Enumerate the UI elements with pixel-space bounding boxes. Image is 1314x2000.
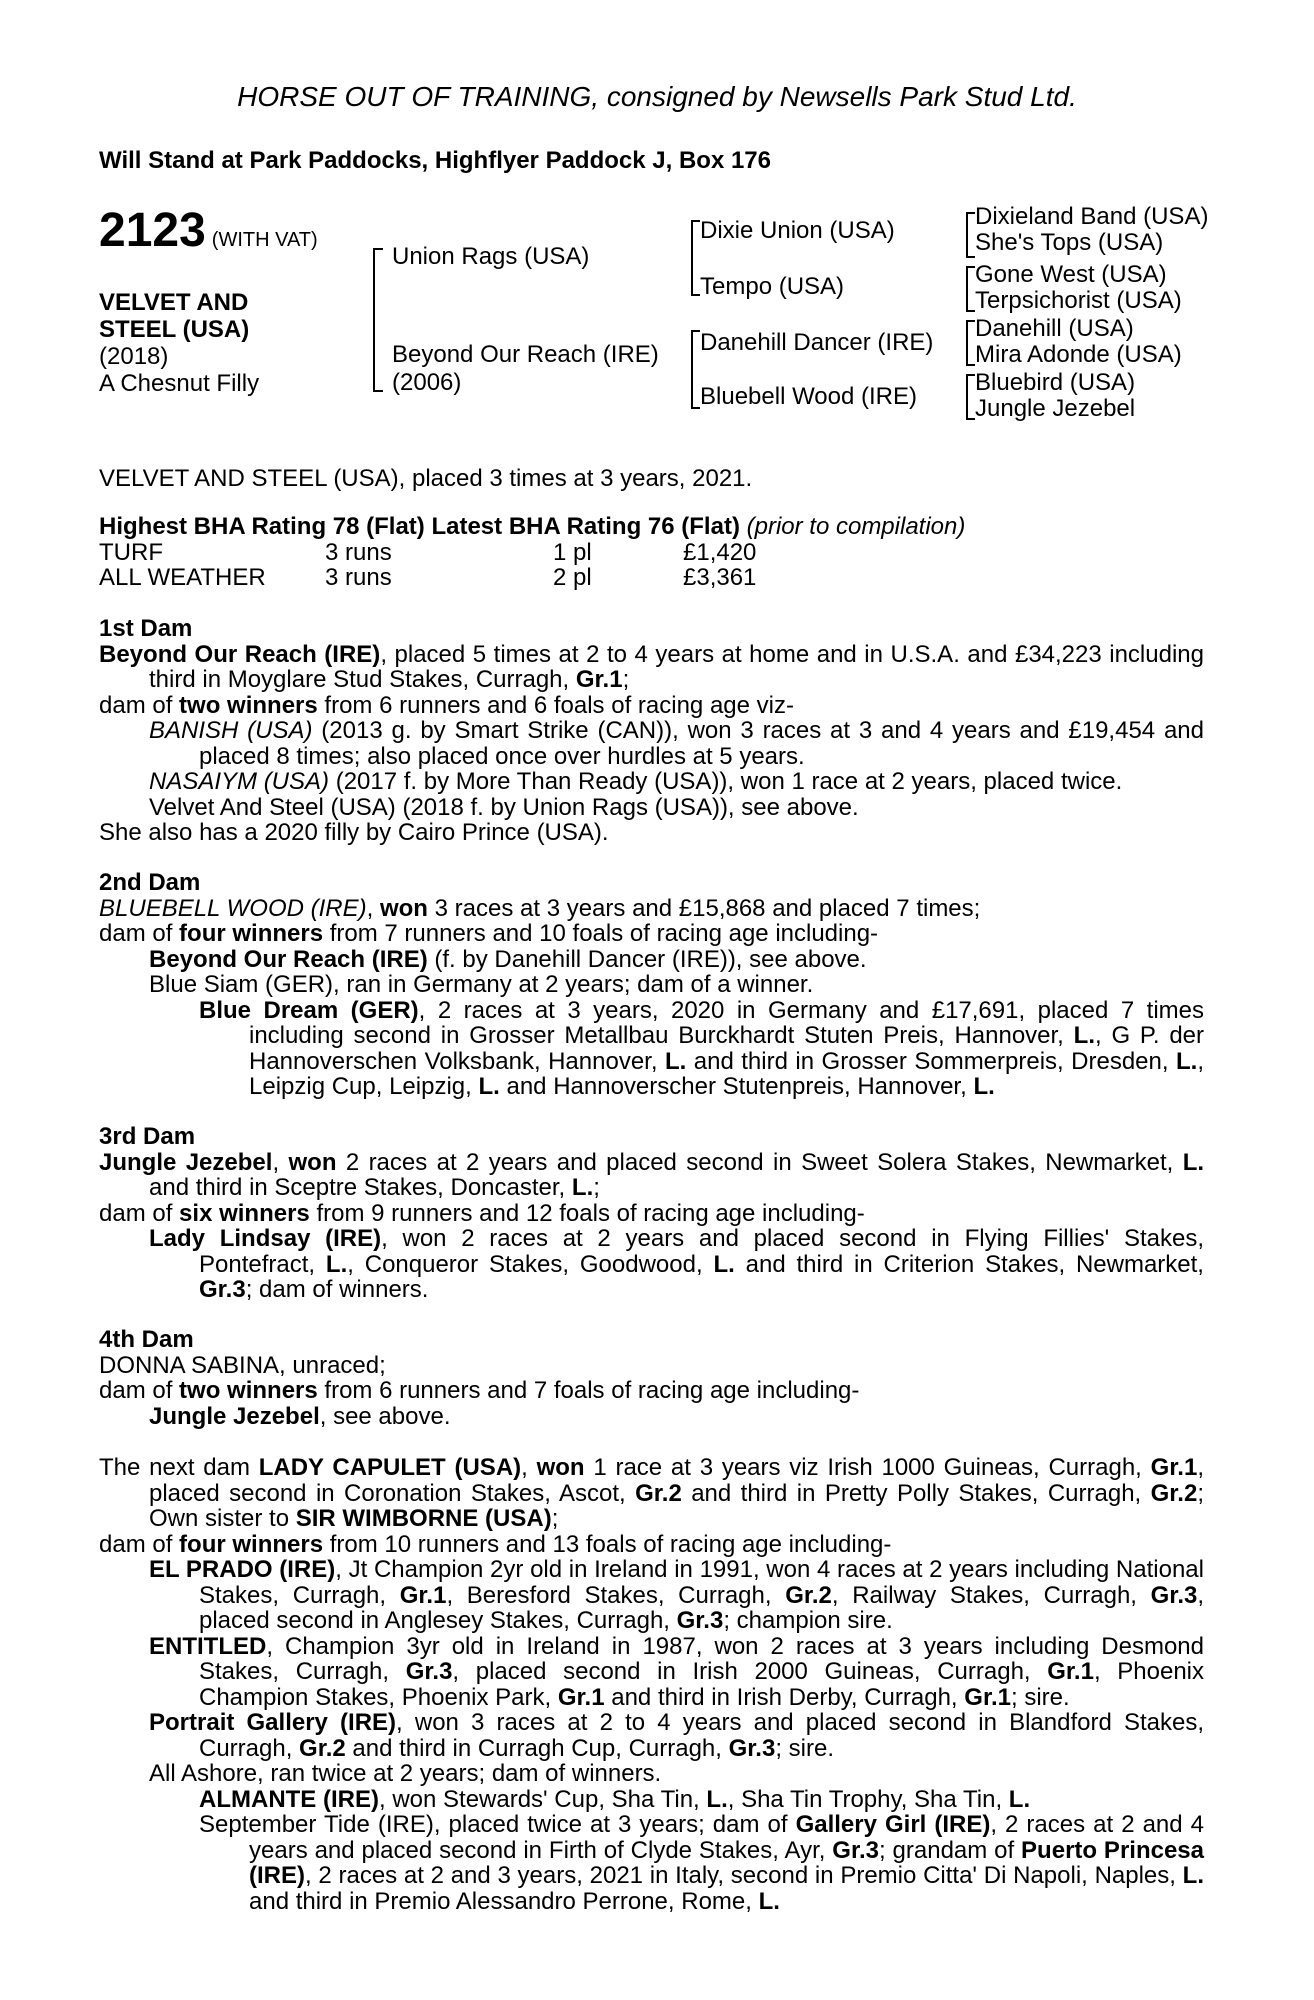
pedigree-sss: Dixieland Band (USA): [975, 203, 1209, 230]
vat-note: (WITH VAT): [211, 229, 318, 251]
first-dam-produce: dam of two winners from 6 runners and 6 foals of racing age viz-: [99, 691, 794, 719]
pedigree-dam: Beyond Our Reach (IRE): [392, 341, 659, 368]
next-dam-produce: dam of four winners from 10 runners and 13 foals of racing age including-: [99, 1530, 892, 1558]
rating-text: Highest BHA Rating 78 (Flat) Latest BHA Rating 76 (Flat): [99, 513, 740, 540]
stat-money-aw: £3,361: [683, 564, 757, 591]
horse-name-line-2: STEEL (USA): [99, 316, 250, 343]
third-dam-title: 3rd Dam: [99, 1123, 196, 1150]
lot-number: 2123: [99, 204, 206, 257]
fourth-dam-section: [99, 1327, 1204, 1429]
produce-jungle-jezebel: Jungle Jezebel, see above.: [149, 1402, 451, 1430]
stat-money-turf: £1,420: [683, 539, 757, 566]
fourth-dam-produce: dam of two winners from 6 runners and 7 foals of racing age including-: [99, 1377, 860, 1404]
second-dam-produce: dam of four winners from 7 runners and 10 foals of racing age including-: [99, 920, 879, 947]
third-dam-produce: dam of six winners from 9 runners and 12 foals of racing age including-: [99, 1199, 865, 1227]
produce-blue-dream: Blue Dream (GER), 2 races at 3 years, 2020 in Germany and £17,691, placed 7 times including second in Grosser Metallbau Burckhardt Stuten Preis, Hannover, L., G P. der Hannoverschen Volksbank, Hannover, L. and third in Grosser Sommerpreis, Dresden, L., Leipzig Cup, Leipzig, L. and Hannoverscher Stutenpreis, Hannover, L.: [199, 996, 1205, 1100]
pedigree-dam-sire: Danehill Dancer (IRE): [700, 329, 934, 356]
first-dam-title: 1st Dam: [99, 615, 193, 642]
second-dam-title: 2nd Dam: [99, 869, 201, 896]
foaling-year: (2018): [99, 343, 169, 370]
third-dam-section: [99, 1124, 1204, 1303]
pedigree-dds: Bluebird (USA): [975, 369, 1136, 396]
rating-note: (prior to compilation): [746, 513, 966, 540]
horse-name-line-1: VELVET AND: [99, 289, 249, 316]
produce-september-tide: September Tide (IRE), placed twice at 3 years; dam of Gallery Girl (IRE), 2 races at 2 and 4 years and placed second in Firth of Clyde Stakes, Ayr, Gr.3; grandam of Puerto Princesa (IRE), 2 races at 2 and 3 years, 2021 in Italy, second in Premio Citta' Di Napoli, Naples, L. and third in Premio Alessandro Perrone, Rome, L.: [199, 1811, 1205, 1915]
stat-pl-turf: 1 pl: [553, 539, 592, 566]
first-dam-record: Beyond Our Reach (IRE), placed 5 times at 2 to 4 years at home and in U.S.A. and £34,223 including third in Moyglare Stud Stakes, Curragh, Gr.1;: [99, 640, 1204, 693]
pedigree-brace-sire: [691, 220, 700, 296]
produce-el-prado: EL PRADO (IRE), Jt Champion 2yr old in Ireland in 1991, won 4 races at 2 years including National Stakes, Curragh, Gr.1, Beresford Stakes, Curragh, Gr.2, Railway Stakes, Curragh, Gr.3, placed second in Anglesey Stakes, Curragh, Gr.3; champion sire.: [149, 1556, 1205, 1634]
produce-almante: ALMANTE (IRE), won Stewards' Cup, Sha Tin, L., Sha Tin Trophy, Sha Tin, L.: [199, 1785, 1031, 1813]
dam-name: Beyond Our Reach (IRE): [99, 640, 381, 668]
pedigree-sire: Union Rags (USA): [392, 243, 590, 270]
produce-nasaiym: NASAIYM (USA) (2017 f. by More Than Ready (USA)), won 1 race at 2 years, placed twice.: [149, 768, 1123, 795]
race-summary: VELVET AND STEEL (USA), placed 3 times at 3 years, 2021.: [99, 465, 753, 492]
second-dam-record: BLUEBELL WOOD (IRE), won 3 races at 3 years and £15,868 and placed 7 times;: [99, 894, 981, 922]
pedigree-brace-ss: [966, 212, 975, 258]
pedigree-sdd: Terpsichorist (USA): [975, 287, 1182, 314]
fourth-dam-record: DONNA SABINA, unraced;: [99, 1351, 386, 1379]
pedigree-brace-main: [373, 248, 383, 392]
pedigree-brace-dam: [691, 330, 700, 409]
pedigree-ddd: Jungle Jezebel: [975, 395, 1136, 422]
pedigree-dsd: Mira Adonde (USA): [975, 341, 1182, 368]
next-dam-record: The next dam LADY CAPULET (USA), won 1 race at 3 years viz Irish 1000 Guineas, Curragh, Gr.1, placed second in Coronation Stakes, Ascot, Gr.2 and third in Pretty Polly Stakes, Curragh, Gr.2; Own sister to SIR WIMBORNE (USA);: [99, 1454, 1204, 1532]
rating-line: [99, 514, 965, 540]
pedigree-dam-year: (2006): [392, 369, 462, 396]
pedigree-sds: Gone West (USA): [975, 261, 1167, 288]
stat-surface-aw: ALL WEATHER: [99, 564, 266, 591]
first-dam-section: [99, 616, 1204, 846]
pedigree-dss: Danehill (USA): [975, 315, 1134, 342]
produce-all-ashore: All Ashore, ran twice at 2 years; dam of winners.: [149, 1760, 662, 1787]
second-dam-section: [99, 870, 1204, 1100]
fourth-dam-title: 4th Dam: [99, 1326, 194, 1353]
pedigree-sire-dam: Tempo (USA): [700, 273, 845, 300]
stat-pl-aw: 2 pl: [553, 564, 592, 591]
consignment-header: HORSE OUT OF TRAINING, consigned by Newsells Park Stud Ltd.: [237, 81, 1077, 112]
stand-location: Will Stand at Park Paddocks, Highflyer Paddock J, Box 176: [99, 147, 771, 174]
lot-number-line: [99, 206, 318, 265]
horse-description: A Chesnut Filly: [99, 370, 260, 397]
third-dam-record: Jungle Jezebel, won 2 races at 2 years and placed second in Sweet Solera Stakes, Newmarket, L. and third in Sceptre Stakes, Doncaster, L.;: [99, 1148, 1205, 1201]
stat-runs-turf: 3 runs: [325, 539, 392, 566]
produce-lady-lindsay: Lady Lindsay (IRE), won 2 races at 2 years and placed second in Flying Fillies' Stakes, Pontefract, L., Conqueror Stakes, Goodwood, L. and third in Criterion Stakes, Newmarket, Gr.3; dam of winners.: [149, 1225, 1204, 1303]
produce-beyond-our-reach: Beyond Our Reach (IRE) (f. by Danehill Dancer (IRE)), see above.: [149, 945, 867, 973]
next-dam-section: [99, 1455, 1204, 1914]
pedigree-ssd: She's Tops (USA): [975, 229, 1164, 256]
pedigree-brace-ds: [966, 320, 975, 366]
pedigree-brace-sd: [966, 266, 975, 312]
produce-velvet: Velvet And Steel (USA) (2018 f. by Union Rags (USA)), see above.: [149, 793, 859, 821]
pedigree-brace-dd: [966, 374, 975, 420]
produce-portrait-gallery: Portrait Gallery (IRE), won 3 races at 2 to 4 years and placed second in Blandford Stakes, Curragh, Gr.2 and third in Curragh Cup, Curragh, Gr.3; sire.: [149, 1709, 1205, 1762]
produce-2020-filly: She also has a 2020 filly by Cairo Prince (USA).: [99, 819, 609, 846]
pedigree-dam-dam: Bluebell Wood (IRE): [700, 383, 917, 410]
produce-blue-siam: Blue Siam (GER), ran in Germany at 2 years; dam of a winner.: [149, 971, 814, 998]
stat-surface-turf: TURF: [99, 539, 163, 566]
pedigree-sire-sire: Dixie Union (USA): [700, 217, 895, 244]
stat-runs-aw: 3 runs: [325, 564, 392, 591]
produce-entitled: ENTITLED, Champion 3yr old in Ireland in 1987, won 2 races at 3 years including Desmond Stakes, Curragh, Gr.3, placed second in Irish 2000 Guineas, Curragh, Gr.1, Phoenix Champion Stakes, Phoenix Park, Gr.1 and third in Irish Derby, Curragh, Gr.1; sire.: [149, 1632, 1205, 1711]
produce-banish: BANISH (USA) (2013 g. by Smart Strike (CAN)), won 3 races at 3 and 4 years and £19,454 and placed 8 times; also placed once over hurdles at 5 years.: [149, 717, 1204, 770]
